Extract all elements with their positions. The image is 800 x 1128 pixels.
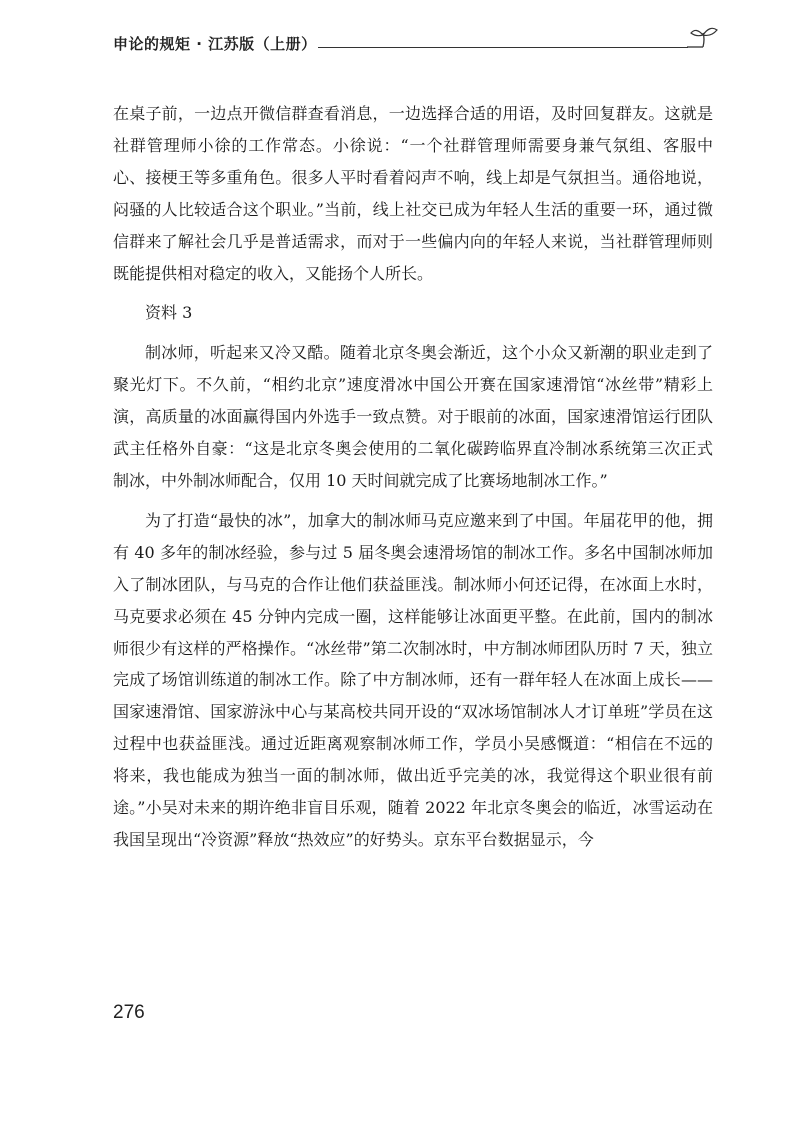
section-label: 资料 3 <box>145 303 193 323</box>
paragraph: 在桌子前，一边点开微信群查看消息，一边选择合适的用语，及时回复群友。这就是社群管理师小徐的工作常态。小徐说：“一个社群管理师需要身兼气氛组、客服中心、接梗王等多重角色。很多人平时看着闷声不响，线上却是气氛担当。通俗地说，闷骚的人比较适合这个职业。”当前，线上社交已成为年轻人生活的重要一环，通过微信群来了解社会几乎是普适需求，而对于一些偏内向的年轻人来说，当社群管理师则既能提供相对稳定的收入，又能扬个人所长。 <box>113 104 713 283</box>
running-header <box>113 33 723 63</box>
main-text <box>113 98 713 856</box>
paragraph: 为了打造“最快的冰”，加拿大的制冰师马克应邀来到了中国。年届花甲的他，拥有 40 多年的制冰经验，参与过 5 届冬奥会速滑场馆的制冰工作。多名中国制冰师加入了制冰团队，与马克的合作让他们获益匪浅。制冰师小何还记得，在冰面上水时，马克要求必须在 45 分钟内完成一圈，这样能够让冰面更平整。在此前，国内的制冰师很少有这样的严格操作。“冰丝带”第二次制冰时，中方制冰师团队历时 7 天，独立完成了场馆训练道的制冰工作。除了中方制冰师，还有一群年轻人在冰面上成长——国家速滑馆、国家游泳中心与某高校共同开设的“双冰场馆制冰人才订单班”学员在这过程中也获益匪浅。通过近距离观察制冰师工作，学员小吴感慨道：“相信在不远的将来，我也能成为独当一面的制冰师，做出近乎完美的冰，我觉得这个职业很有前途。”小吴对未来的期许绝非盲目乐观，随着 2022 年北京冬奥会的临近，冰雪运动在我国呈现出“冷资源”释放“热效应”的好势头。京东平台数据显示，今 <box>113 510 713 849</box>
header-rule <box>318 47 688 48</box>
book-title: 申论的规矩 · 江苏版（上册） <box>113 35 317 53</box>
page-number: 276 <box>113 1002 145 1023</box>
sprout-icon <box>683 25 723 55</box>
paragraph: 制冰师，听起来又冷又酷。随着北京冬奥会渐近，这个小众又新潮的职业走到了聚光灯下。不久前，“相约北京”速度滑冰中国公开赛在国家速滑馆“冰丝带”精彩上演，高质量的冰面赢得国内外选手一致点赞。对于眼前的冰面，国家速滑馆运行团队武主任格外自豪：“这是北京冬奥会使用的二氧化碳跨临界直冷制冰系统第三次正式制冰，中外制冰师配合，仅用 10 天时间就完成了比赛场地制冰工作。” <box>113 343 713 490</box>
